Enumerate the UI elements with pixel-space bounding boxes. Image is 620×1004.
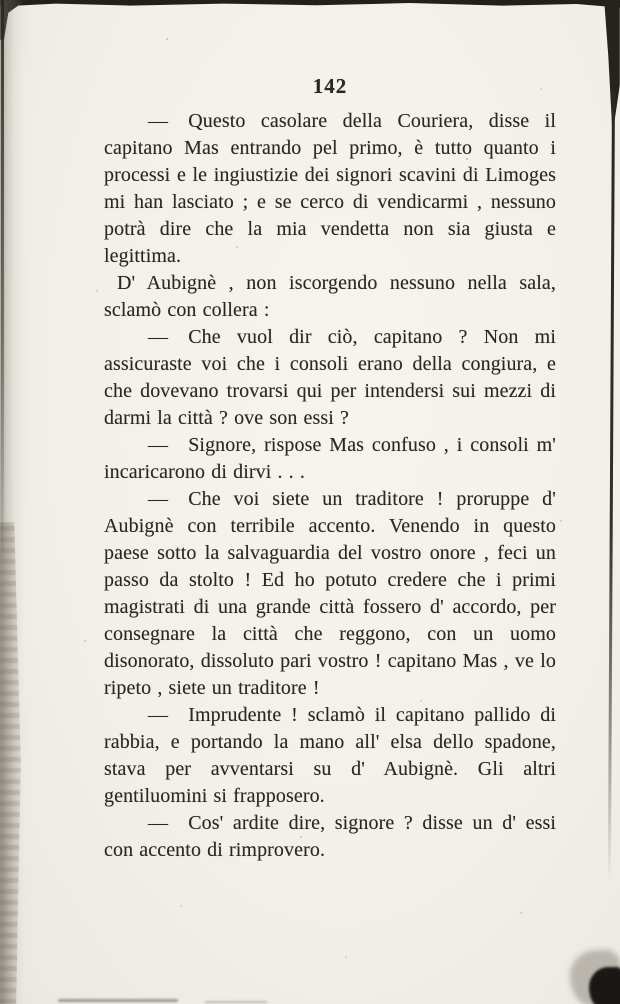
scan-smudge-bottom-center <box>205 1001 267 1004</box>
scan-edge-top <box>0 0 620 9</box>
scan-smudge-bottom-left <box>58 999 178 1002</box>
scan-edge-right-wedge <box>598 0 620 135</box>
paragraph-6: — Imprudente ! sclamò il capitano pallido di rabbia, e portando la mano all' elsa dello spadone, stava per avventarsi su d' Aubignè. Gli altri gentiluomini si frapposero. <box>104 704 556 807</box>
scan-edge-left-line <box>1 0 4 560</box>
scan-corner-bottom-right-blob <box>589 967 620 1004</box>
text-block <box>104 74 556 864</box>
paragraph-1: — Questo casolare della Couriera, disse il capitano Mas entrando pel primo, è tutto quanto i processi e le ingiustizie dei signori scavini di Limoges mi han lasciato ; e se cerco di vendicarmi , nessuno potrà dire che la mia vendetta non sia giusta e legittima. <box>104 110 556 267</box>
paragraph-7: — Cos' ardite dire, signore ? disse un d' essi con accento di rimprovero. <box>104 812 556 861</box>
paragraph-3: — Che vuol dir ciò, capitano ? Non mi assicuraste voi che i consoli erano della congiura, e che dovevano trovarsi qui per intendersi sui mezzi di darmi la città ? ove son essi ? <box>104 326 556 429</box>
scan-edge-right-line <box>608 90 615 880</box>
paragraph-5: — Che voi siete un traditore ! proruppe d' Aubignè con terribile accento. Venendo in questo paese sotto la salvaguardia del vostro onore , feci un passo da stolto ! Ed ho potuto credere che i primi magistrati di una grande città fossero d' accordo, per consegnare la città che reggono, con un uomo disonorato, dissoluto pari vostro ! capitano Mas , ve lo ripeto , siete un traditore ! <box>104 488 556 699</box>
paragraph-2: D' Aubignè , non iscorgendo nessuno nella sala, sclamò con collera : <box>104 272 556 321</box>
paragraph-4: — Signore, rispose Mas confuso , i consoli m' incaricarono di dirvi . . . <box>104 434 556 483</box>
page-number: 142 <box>312 74 348 98</box>
scan-speckles <box>0 0 2 2</box>
